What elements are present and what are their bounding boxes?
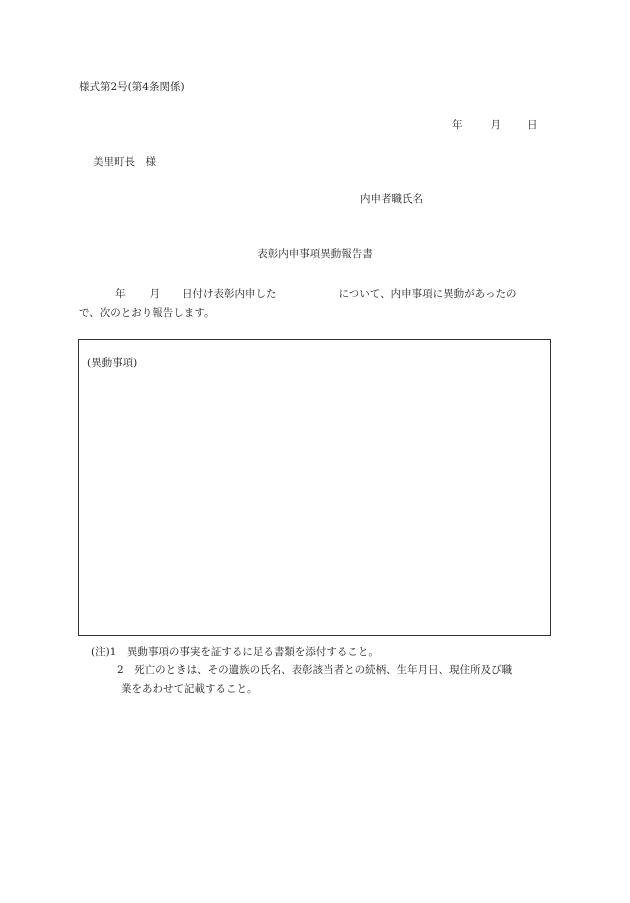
date-month-label: 月 xyxy=(490,119,501,131)
note-1: (注)1 異動事項の事実を証するに足る書類を添付すること。 xyxy=(91,646,379,658)
date-day-label: 日 xyxy=(527,119,538,131)
body-month-label: 月 xyxy=(149,288,160,300)
date-line xyxy=(452,120,538,131)
note-2: 2 死亡のときは、その遺族の氏名、表彰該当者との続柄、生年月日、現住所及び職 xyxy=(117,664,513,676)
document-title: 表彰内申事項異動報告書 xyxy=(257,248,373,260)
body-year-label: 年 xyxy=(115,288,126,300)
change-items-label: (異動事項) xyxy=(87,357,138,369)
body-line-2: で、次のとおり報告します。 xyxy=(79,307,215,319)
date-year-label: 年 xyxy=(452,119,463,131)
body-line-1 xyxy=(79,289,516,300)
body-about-text: について、内申事項に異動があったの xyxy=(338,288,517,300)
change-items-box[interactable] xyxy=(78,339,551,636)
note-2-continued: 業をあわせて記載すること。 xyxy=(121,683,258,695)
form-number: 様式第2号(第4条関係) xyxy=(79,81,185,93)
body-dated-text: 日付け表彰内申した xyxy=(182,288,277,300)
addressee: 美里町長 様 xyxy=(93,156,156,168)
applicant-name-label: 内申者職氏名 xyxy=(360,193,423,205)
